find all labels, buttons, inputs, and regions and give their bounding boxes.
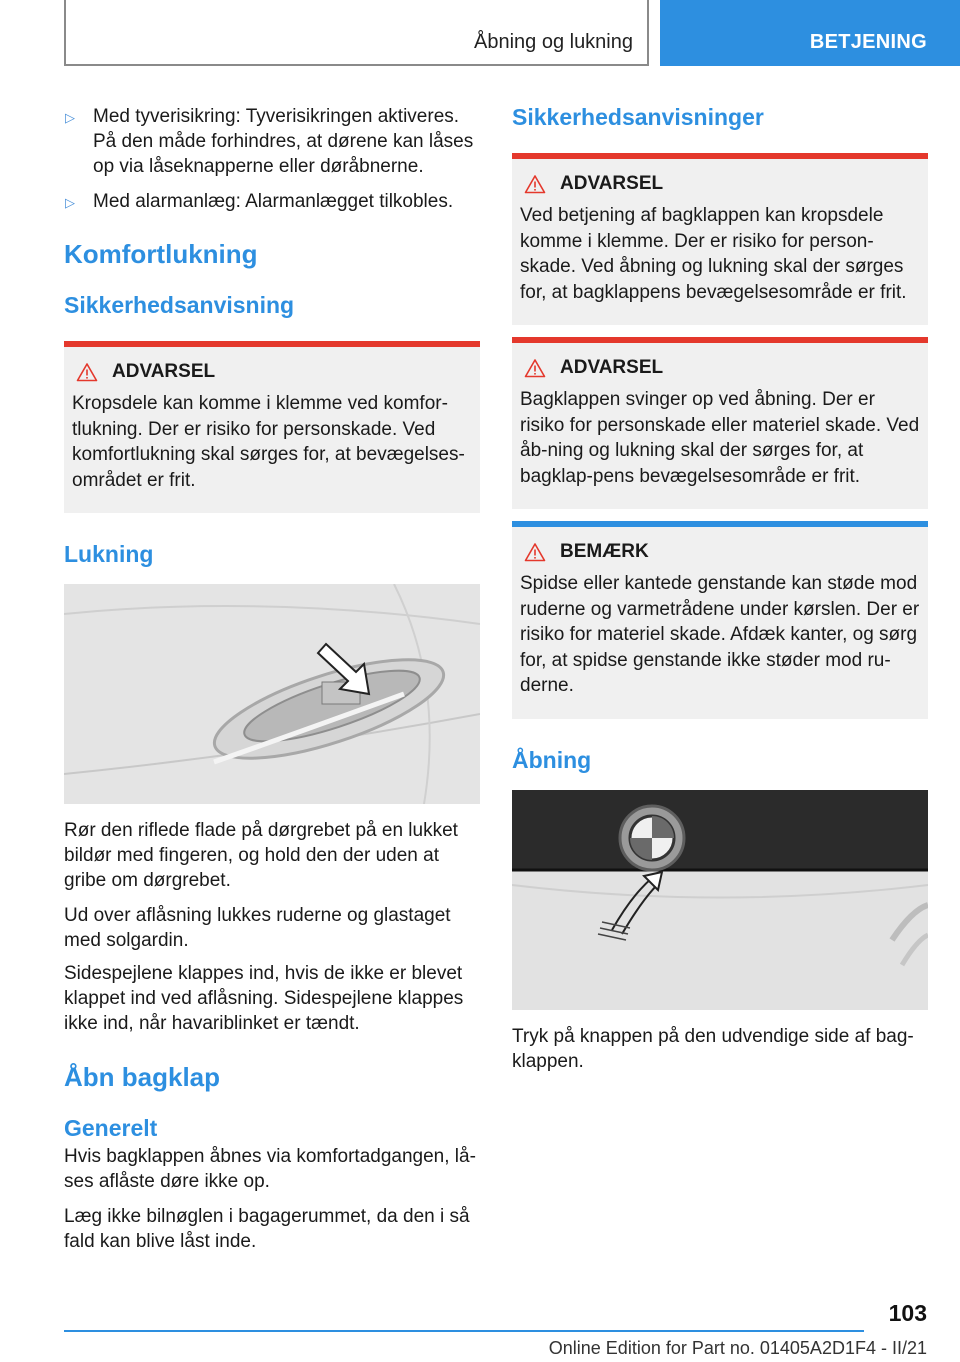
warning-box: [512, 153, 928, 325]
footer-divider: [64, 1330, 864, 1332]
left-column: [64, 104, 480, 1254]
generelt-paragraph-2: Læg ikke bilnøglen i bagagerummet, da den i så fald kan blive låst inde.: [64, 1206, 470, 1252]
warning-box: [512, 337, 928, 509]
heading-aabn-bagklap: Åbn bagklap: [64, 1062, 221, 1092]
warning-title: ADVARSEL: [560, 173, 664, 194]
triangle-bullet-icon: ▷: [65, 195, 75, 210]
warning-title: ADVARSEL: [112, 361, 216, 382]
caution-triangle-icon: [524, 542, 546, 562]
heading-komfortlukning: Komfortlukning: [64, 239, 258, 269]
right-column: [512, 104, 928, 1074]
warning-text: Kropsdele kan komme i klemme ved komfor‐tlukning. Der er risiko for personskade. Ved komfortlukning skal sørges for, at bevægelses‐området er frit.: [72, 393, 465, 491]
note-title: BEMÆRK: [560, 541, 649, 562]
list-item: [64, 189, 480, 215]
header-section-box: [64, 0, 649, 66]
warning-box: [64, 341, 480, 513]
warning-title: ADVARSEL: [560, 357, 664, 378]
triangle-bullet-icon: ▷: [65, 110, 75, 125]
heading-sikkerhedsanvisning: Sikkerhedsanvisning: [64, 292, 295, 318]
generelt-paragraph-1: Hvis bagklappen åbnes via komfortadgangen, lå‐ses aflåste døre ikke op.: [64, 1146, 476, 1192]
header-chapter-title: BETJENING: [809, 31, 927, 53]
lukning-paragraph-2: Ud over aflåsning lukkes ruderne og glastaget med solgardin.: [64, 905, 451, 951]
bullet-text: Med alarmanlæg: Alarmanlægget tilkobles.: [93, 191, 454, 212]
heading-sikkerhedsanvisninger: Sikkerhedsanvisninger: [512, 104, 764, 130]
lukning-text: Rør den riflede flade på dørgrebet på en lukket bildør med fingeren, og hold den der uden at gribe om dørgrebet.: [64, 820, 458, 891]
heading-lukning: Lukning: [64, 541, 154, 567]
header-chapter-box: [660, 0, 960, 66]
header-section-title: Åbning og lukning: [473, 31, 633, 53]
tailgate-button-figure: [512, 790, 928, 1010]
note-text: Spidse eller kantede genstande kan støde mod ruderne og varmetrådene under kørslen. Der er risiko for materiel skade. Afdæk kanter, og sørg for, at spidse genstande ikke støder mod ru‐derne.: [520, 573, 920, 696]
warning-triangle-icon: [76, 362, 98, 382]
door-handle-figure: [64, 584, 480, 804]
note-box: [512, 521, 928, 719]
heading-aabning: Åbning: [512, 746, 592, 773]
bullet-text: Med tyverisikring: Tyverisikringen aktiveres. På den måde forhindres, at dørene kan låses op via låseknapperne eller døråbnerne.: [93, 106, 474, 177]
list-item: [64, 104, 480, 179]
heading-generelt: Generelt: [64, 1115, 158, 1141]
warning-triangle-icon: [524, 174, 546, 194]
lukning-paragraph-3: Sidespejlene klappes ind, hvis de ikke er blevet klappet ind ved aflåsning. Sidespejlene klappes ikke ind, når havariblinket er tændt.: [64, 963, 464, 1034]
warning-text: Ved betjening af bagklappen kan kropsdele komme i klemme. Der er risiko for person‐skade. Ved åbning og lukning skal der sørges for, at bagklappens bevægelsesområde er frit.: [520, 205, 907, 303]
footer-edition: Online Edition for Part no. 01405A2D1F4 - II/21: [548, 1338, 927, 1358]
aabning-text: Tryk på knappen på den udvendige side af bag‐klappen.: [512, 1025, 914, 1072]
warning-triangle-icon: [524, 358, 546, 378]
warning-text: Bagklappen svinger op ved åbning. Der er risiko for personskade eller materiel skade. Ved åb‐ning og lukning skal der sørges for, at bagklap‐pens bevægelsesområde er frit.: [520, 389, 920, 487]
page-number: 103: [888, 1300, 927, 1326]
